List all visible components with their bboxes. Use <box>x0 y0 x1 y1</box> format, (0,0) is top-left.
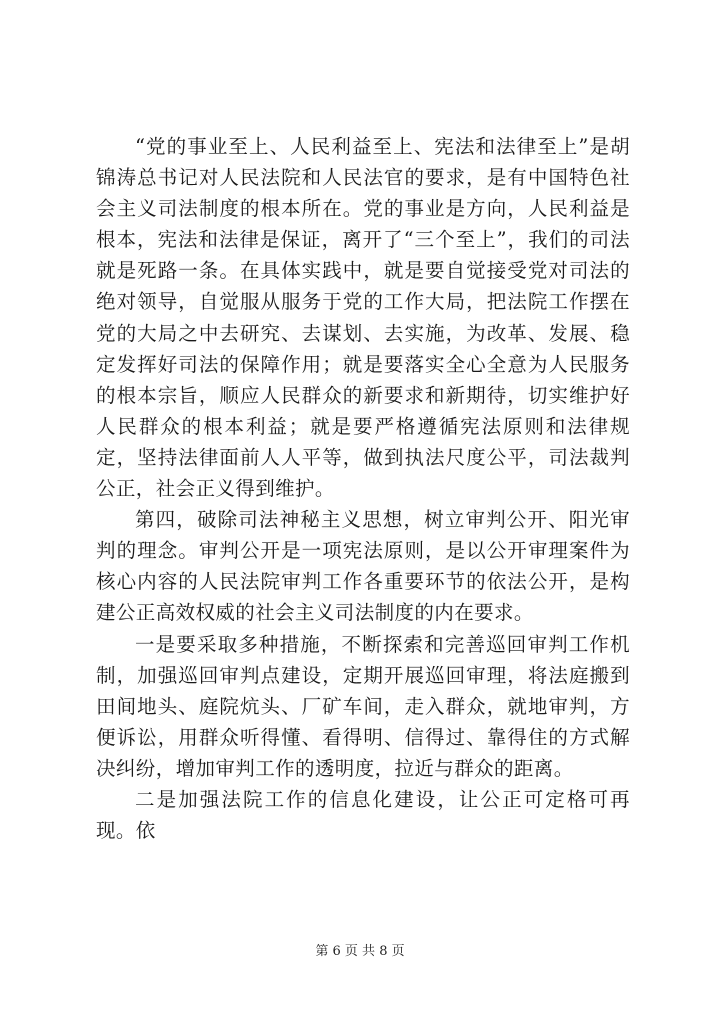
document-body <box>96 131 630 846</box>
paragraph-party-cause: “党的事业至上、人民利益至上、宪法和法律至上”是胡锦涛总书记对人民法院和人民法官的要求，是有中国特色社会主义司法制度的根本所在。党的事业是方向，人民利益是根本，宪法和法律是保证，离开了“三个至上”，我们的司法就是死路一条。在具体实践中，就是要自觉接受党对司法的绝对领导，自觉服从服务于党的工作大局，把法院工作摆在党的大局之中去研究、去谋划、去实施，为改革、发展、稳定发挥好司法的保障作用；就是要落实全心全意为人民服务的根本宗旨，顺应人民群众的新要求和新期待，切实维护好人民群众的根本利益；就是要严格遵循宪法原则和法律规定，坚持法律面前人人平等，做到执法尺度公平，司法裁判公正，社会正义得到维护。 <box>96 135 630 501</box>
paragraph-informatization: 二是加强法院工作的信息化建设，让公正可定格可再现。依 <box>96 787 630 843</box>
paragraph-circuit-trial: 一是要采取多种措施，不断探索和完善巡回审判工作机制，加强巡回审判点建设，定期开展巡回审理，将法庭搬到田间地头、庭院炕头、厂矿车间，走入群众，就地审判，方便诉讼，用群众听得懂、看得明、信得过、靠得住的方式解决纠纷，增加审判工作的透明度，拉近与群众的距离。 <box>96 632 630 780</box>
paragraph-fourth-point: 第四，破除司法神秘主义思想，树立审判公开、阳光审判的理念。审判公开是一项宪法原则，是以公开审理案件为核心内容的人民法院审判工作各重要环节的依法公开，是构建公正高效权威的社会主义司法制度的内在要求。 <box>96 508 630 625</box>
page-number-footer: 第 6 页 共 8 页 <box>315 944 405 959</box>
